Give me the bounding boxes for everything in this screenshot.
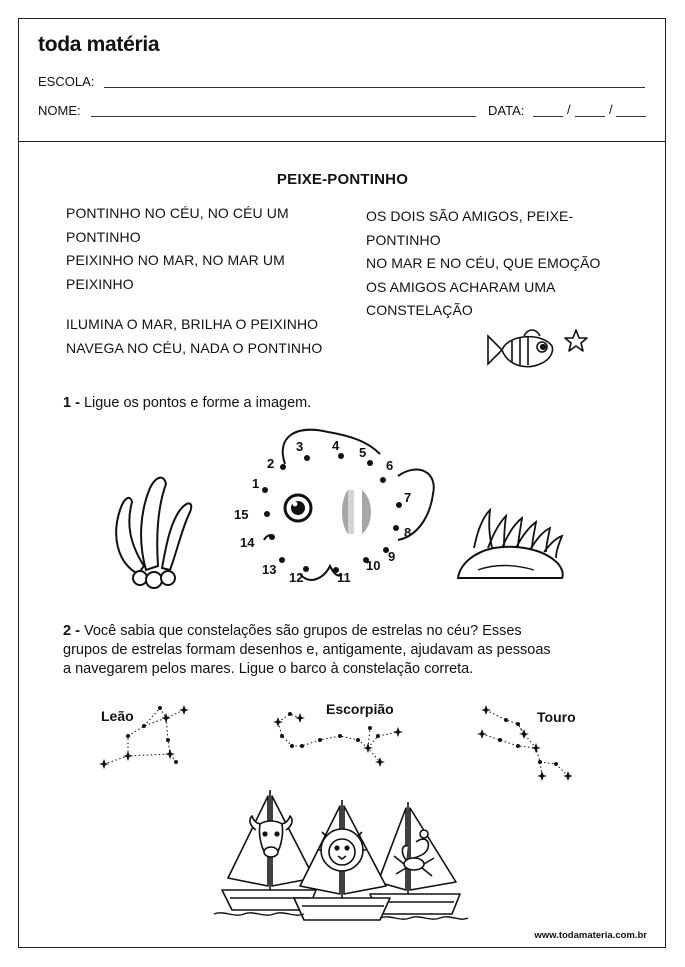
dot-label: 13 [262, 562, 277, 577]
dot-label: 5 [359, 445, 367, 460]
dot [396, 502, 402, 508]
fish-star-illustration [484, 326, 594, 376]
dots-layer [262, 453, 402, 573]
dot-label: 4 [332, 438, 340, 453]
dot-label: 9 [388, 549, 396, 564]
star-icon [565, 330, 587, 351]
rock-grass-illustration [454, 508, 570, 588]
dot [380, 477, 386, 483]
leo-constellation[interactable] [96, 700, 196, 772]
dot [280, 464, 286, 470]
poem-line: OS DOIS SÃO AMIGOS, PEIXE- [366, 208, 574, 224]
scorpio-constellation[interactable] [270, 706, 410, 768]
poem-stanza-3 [366, 205, 601, 323]
poem-line: PONTINHO [66, 228, 141, 245]
poem-line: PEIXINHO NO MAR, NO MAR UM [66, 252, 285, 268]
dot [338, 453, 344, 459]
boat-lion[interactable] [294, 800, 390, 920]
name-field[interactable] [91, 116, 476, 117]
poem-line: CONSTELAÇÃO [366, 302, 473, 318]
question-2-number: 2 - [63, 623, 80, 639]
poem-line: OS AMIGOS ACHARAM UMA [366, 278, 556, 295]
dot [279, 557, 285, 563]
small-fish-icon [488, 330, 553, 367]
date-label: DATA: [488, 103, 525, 118]
dot [303, 566, 309, 572]
date-day-field[interactable] [533, 116, 563, 117]
dot-label: 7 [404, 490, 412, 505]
dot [367, 460, 373, 466]
date-year-field[interactable] [616, 116, 646, 117]
dot [264, 511, 270, 517]
poem-line: NAVEGA NO CÉU, NADA O PONTINHO [66, 339, 323, 356]
poem-line: PONTINHO [366, 231, 441, 248]
dot [304, 455, 310, 461]
poem-line: ILUMINA O MAR, BRILHA O PEIXINHO [66, 316, 319, 332]
question-2-line: grupos de estrelas formam desenhos e, antigamente, ajudavam as pessoas [63, 642, 551, 658]
poem-stanza-1 [66, 202, 289, 296]
dot-label: 15 [234, 507, 249, 522]
date-month-field[interactable] [575, 116, 605, 117]
dot-label: 14 [240, 535, 255, 550]
date-separator: / [609, 102, 613, 117]
poem-line: PONTINHO NO CÉU, NO CÉU UM [66, 205, 289, 221]
dot [262, 487, 268, 493]
school-field[interactable] [104, 87, 645, 88]
question-1 [63, 394, 311, 413]
dot [393, 525, 399, 531]
dot [269, 534, 275, 540]
question-2-line: a navegarem pelos mares. Ligue o barco à constelação correta. [63, 661, 474, 677]
constellation-label-scorpio: Escorpião [326, 701, 394, 717]
school-label: ESCOLA: [38, 74, 95, 89]
seaweed-illustration [108, 472, 203, 587]
poem-line: PEIXINHO [66, 275, 134, 292]
date-separator: / [567, 102, 571, 117]
constellation-label-leo: Leão [101, 708, 134, 724]
poem-line: NO MAR E NO CÉU, QUE EMOÇÃO [366, 255, 601, 271]
question-1-text: Ligue os pontos e forme a imagem. [83, 395, 312, 411]
poem-title: PEIXE-PONTINHO [276, 171, 409, 188]
dot-label: 10 [366, 558, 381, 573]
dot-label: 12 [289, 570, 304, 585]
constellation-label-taurus: Touro [537, 709, 576, 725]
connect-dots-fish [228, 424, 448, 594]
question-2-line: Você sabia que constelações são grupos de estrelas no céu? Esses [83, 623, 522, 639]
poem-stanza-2 [66, 313, 322, 360]
question-1-number: 1 - [63, 395, 80, 411]
brand-logo: toda matéria [38, 33, 160, 56]
question-2 [63, 622, 551, 679]
dot-label: 3 [296, 439, 304, 454]
dot-label: 2 [267, 456, 275, 471]
dot-label: 1 [252, 476, 260, 491]
header-divider [18, 141, 666, 142]
dot-label: 11 [337, 570, 351, 585]
dot-label: 8 [404, 525, 412, 540]
boats-illustration [210, 786, 472, 926]
name-label: NOME: [38, 103, 81, 118]
boat-bull[interactable] [222, 790, 316, 910]
dot-label: 6 [386, 458, 394, 473]
taurus-constellation[interactable] [478, 704, 582, 788]
footer-url[interactable]: www.todamateria.com.br [534, 930, 647, 941]
